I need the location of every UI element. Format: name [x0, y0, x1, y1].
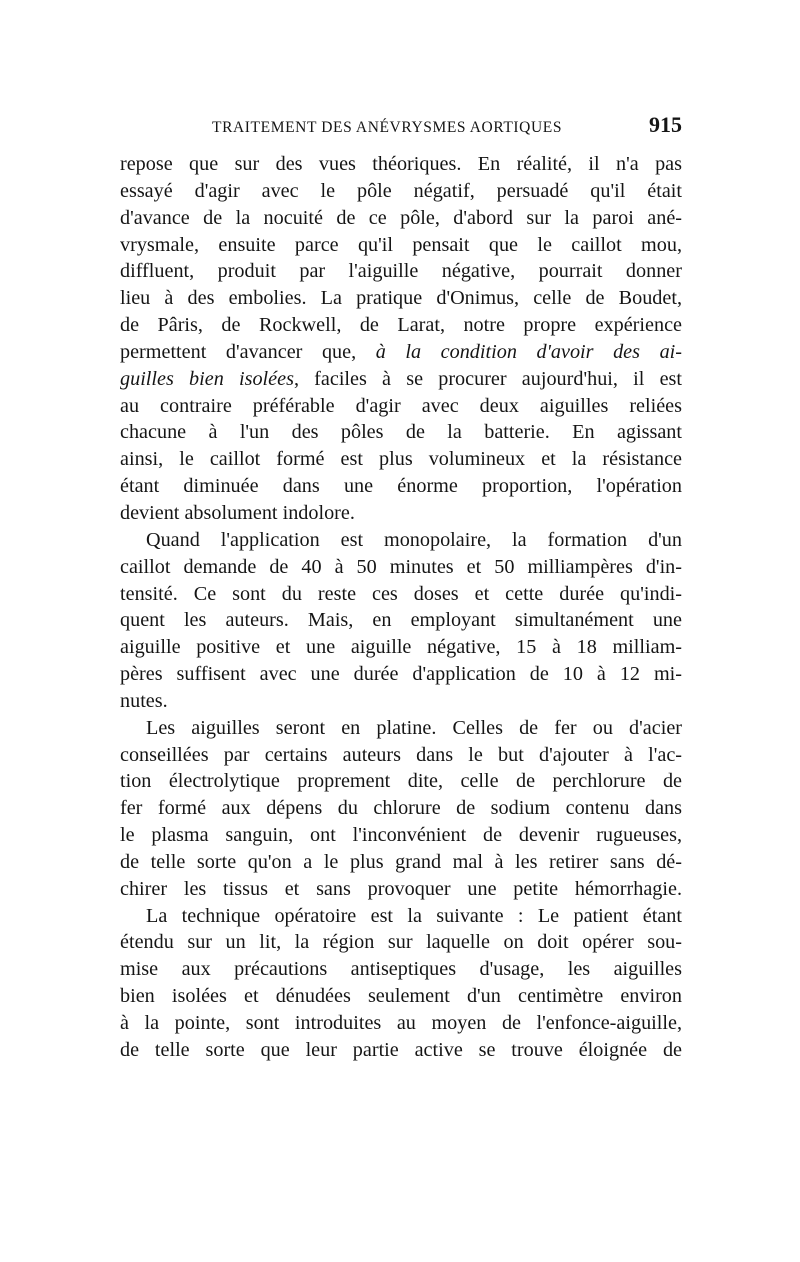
body-text [120, 151, 682, 1064]
text-line: étendu sur un lit, la région sur laquelle on doit opérer sou- [120, 931, 682, 954]
page-header [120, 112, 682, 144]
text-line: le plasma sanguin, ont l'inconvénient de devenir rugueuses, [120, 824, 682, 847]
text-line: étant diminuée dans une énorme proportion, l'opération [120, 475, 682, 498]
text-line: devient absolument indolore. [120, 501, 355, 524]
text-line: pères suffisent avec une durée d'application de 10 à 12 mi- [120, 663, 682, 686]
italic-text: guilles bien isolées [120, 367, 294, 390]
running-title: TRAITEMENT DES ANÉVRYSMES AORTIQUES [212, 119, 563, 136]
text-line: conseillées par certains auteurs dans le but d'ajouter à l'ac- [120, 743, 682, 766]
text-line: aiguille positive et une aiguille négative, 15 à 18 milliam- [120, 636, 682, 659]
text-line: repose que sur des vues théoriques. En réalité, il n'a pas [120, 153, 682, 175]
text-line: quent les auteurs. Mais, en employant simultanément une [120, 609, 682, 632]
text-line: d'avance de la nocuité de ce pôle, d'abord sur la paroi ané- [120, 206, 682, 229]
paragraph-first-line: Quand l'application est monopolaire, la formation d'un [146, 528, 682, 551]
text-line: diffluent, produit par l'aiguille négative, pourrait donner [120, 260, 682, 283]
text-line: tion électrolytique proprement dite, celle de perchlorure de [120, 770, 682, 793]
text-line: mise aux précautions antiseptiques d'usage, les aiguilles [120, 958, 682, 981]
text-line: nutes. [120, 689, 168, 712]
text-line: de telle sorte que leur partie active se trouve éloignée de [120, 1038, 682, 1061]
text-line: de Pâris, de Rockwell, de Larat, notre propre expérience [120, 314, 682, 337]
text-line: ainsi, le caillot formé est plus volumineux et la résistance [120, 448, 682, 471]
text-line: guilles bien isolées, faciles à se procurer aujourd'hui, il est [120, 367, 682, 390]
text-line: vrysmale, ensuite parce qu'il pensait que le caillot mou, [120, 233, 682, 256]
text-line: permettent d'avancer que, à la condition d'avoir des ai- [120, 340, 682, 363]
text-line: de telle sorte qu'on a le plus grand mal à les retirer sans dé- [120, 850, 682, 873]
text-line: essayé d'agir avec le pôle négatif, persuadé qu'il était [120, 179, 682, 202]
italic-text: à la condition d'avoir des ai- [375, 340, 682, 363]
paragraph-first-line: La technique opératoire est la suivante : Le patient étant [146, 904, 682, 927]
page-number: 915 [649, 112, 682, 137]
text-line: à la pointe, sont introduites au moyen de l'enfonce-aiguille, [120, 1012, 682, 1034]
text-line: caillot demande de 40 à 50 minutes et 50 milliampères d'in- [120, 555, 682, 578]
text-line: bien isolées et dénudées seulement d'un centimètre environ [120, 985, 682, 1008]
text-line: lieu à des embolies. La pratique d'Onimus, celle de Boudet, [120, 287, 682, 310]
text-line: fer formé aux dépens du chlorure de sodium contenu dans [120, 797, 682, 820]
text-line: au contraire préférable d'agir avec deux aiguilles reliées [120, 394, 682, 417]
text-line: tensité. Ce sont du reste ces doses et cette durée qu'indi- [120, 582, 682, 605]
text-line: chirer les tissus et sans provoquer une petite hémorrhagie. [120, 877, 682, 900]
text-line: chacune à l'un des pôles de la batterie. En agissant [120, 421, 682, 444]
paragraph-first-line: Les aiguilles seront en platine. Celles de fer ou d'acier [146, 716, 682, 739]
